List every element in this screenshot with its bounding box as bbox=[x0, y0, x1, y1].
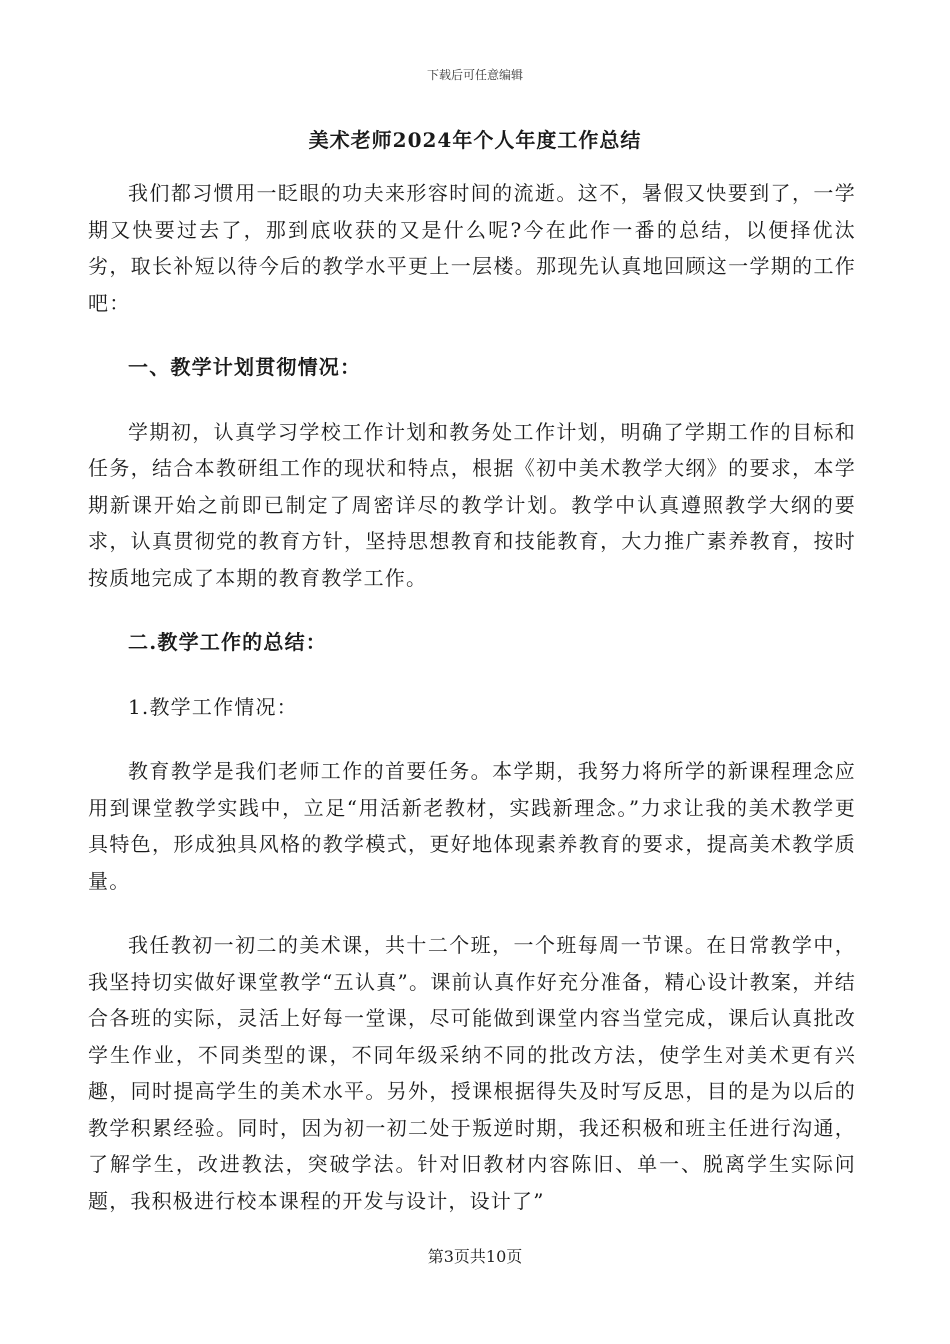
paragraph-teaching-plan: 学期初，认真学习学校工作计划和教务处工作计划，明确了学期工作的目标和任务，结合本教研组工作的现状和特点，根据《初中美术教学大纲》的要求，本学期新课开始之前即已制定了周密详尽的教学计划。教学中认真遵照教学大纲的要求，认真贯彻党的教育方针，坚持思想教育和技能教育，大力推广素养教育，按时按质地完成了本期的教育教学工作。 bbox=[88, 419, 856, 590]
section-heading-2: 二.教学工作的总结： bbox=[128, 630, 327, 654]
paragraph-classes: 我任教初一初二的美术课，共十二个班，一个班每周一节课。在日常教学中，我坚持切实做好课堂教学“五认真”。课前认真作好充分准备，精心设计教案，并结合各班的实际，灵活上好每一堂课，尽可能做到课堂内容当堂完成，课后认真批改学生作业，不同类型的课，不同年级采纳不同的批改方法，使学生对美术更有兴趣，同时提高学生的美术水平。另外，授课根据得失及时写反思，目的是为以后的教学积累经验。同时，因为初一初二处于叛逆时期，我还积极和班主任进行沟通，了解学生，改进教法，突破学法。针对旧教材内容陈旧、单一、脱离学生实际问题，我积极进行校本课程的开发与设计，设计了” bbox=[88, 933, 856, 1213]
document-body bbox=[88, 175, 856, 1219]
section-heading-1: 一、教学计划贯彻情况： bbox=[128, 355, 362, 379]
document-title: 美术老师2024年个人年度工作总结 bbox=[308, 128, 642, 152]
header-note: 下载后可任意编辑 bbox=[426, 68, 523, 82]
intro-paragraph: 我们都习惯用一眨眼的功夫来形容时间的流逝。这不，暑假又快要到了，一学期又快要过去了，那到底收获的又是什么呢?今在此作一番的总结，以便择优汰劣，取长补短以待今后的教学水平更上一层楼。那现先认真地回顾这一学期的工作吧： bbox=[88, 181, 856, 315]
page-number-footer: 第3页共10页 bbox=[427, 1247, 523, 1266]
paragraph-teaching-task: 教育教学是我们老师工作的首要任务。本学期，我努力将所学的新课程理念应用到课堂教学实践中，立足“用活新老教材，实践新理念。”力求让我的美术教学更具特色，形成独具风格的教学模式，更好地体现素养教育的要求，提高美术教学质量。 bbox=[88, 759, 856, 893]
subheading-1: 1.教学工作情况： bbox=[128, 694, 298, 719]
